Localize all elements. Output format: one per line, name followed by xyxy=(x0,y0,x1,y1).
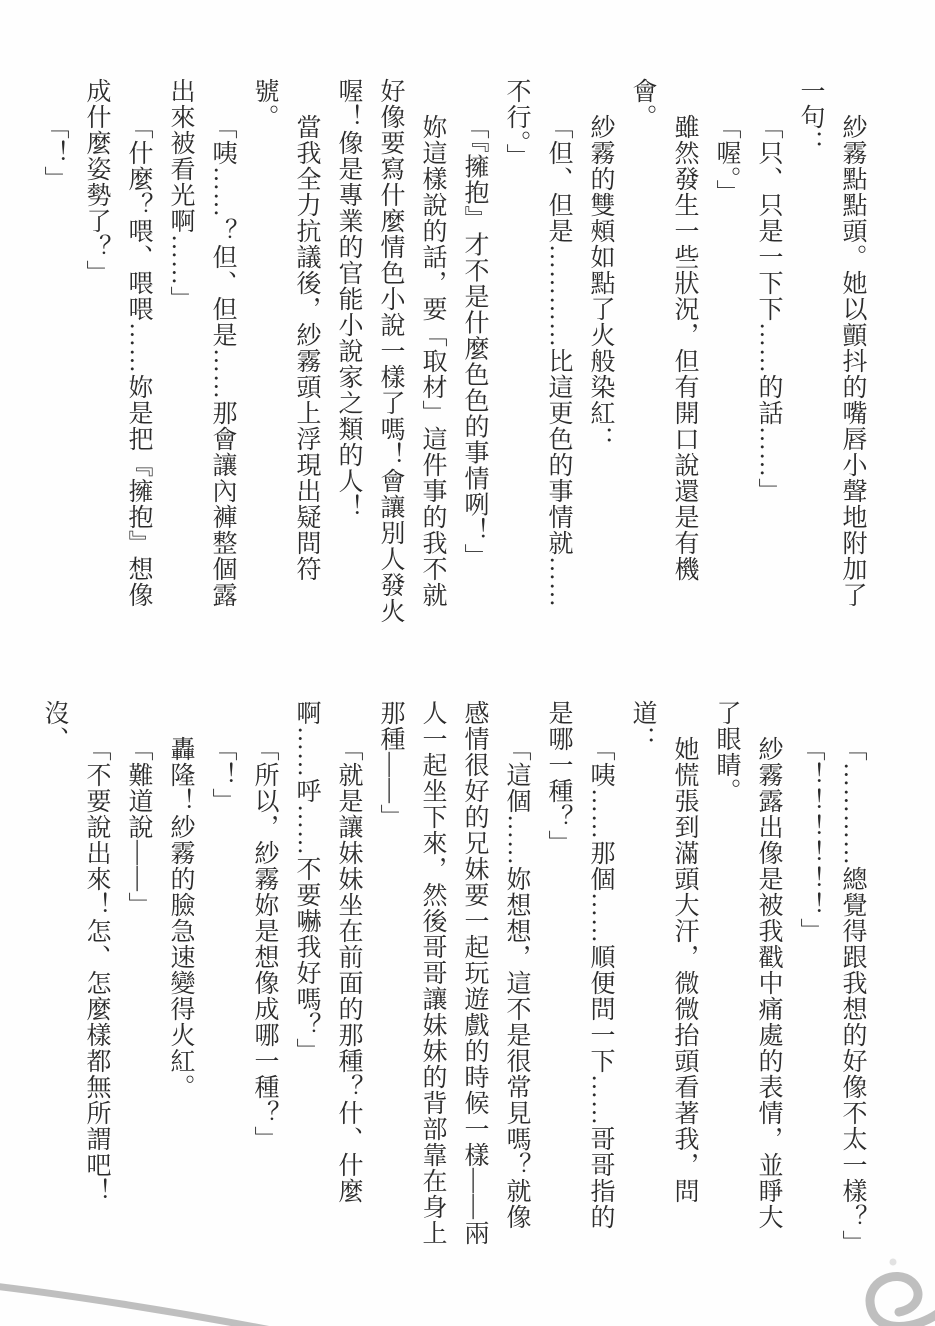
paragraph: 「難道說——」 xyxy=(125,736,152,919)
paragraph: 「咦……那個……順便問一下……哥哥指的是哪一種？」 xyxy=(545,700,614,1231)
paragraph: 「所以，紗霧妳是想像成哪一種？」 xyxy=(251,736,278,1153)
paragraph: 紗霧的雙頰如點了火般染紅： xyxy=(587,114,614,453)
paragraph: 雖然發生一些狀況，但有開口說還是有機會。 xyxy=(629,78,698,583)
paragraph: 「什麼？喂、喂喂……妳是把『擁抱』想像成什麼姿勢了？」 xyxy=(83,78,152,609)
ribbon-loop-doodle xyxy=(870,1259,935,1326)
paragraph: 轟隆！紗霧的臉急速變得火紅。 xyxy=(167,736,194,1101)
paragraph: 妳這樣說的話，要「取材」這件事的我不就好像要寫什麼情色小說一樣了嗎！會讓別人發火喔！像是專業的官能小說家之類的人！ xyxy=(335,78,446,624)
paragraph: 「…………總覺得跟我想的好像不太一樣？」 xyxy=(839,736,866,1257)
paragraph: 「但、但是…………比這更色的事情就……不行。」 xyxy=(503,78,572,609)
paragraph: 「『擁抱』才不是什麼色色的事情咧！」 xyxy=(461,114,488,570)
paragraph: 紗霧露出像是被我戳中痛處的表情，並睜大了眼睛。 xyxy=(713,700,782,1231)
pencil-swoosh-line xyxy=(0,1286,292,1326)
paragraph: 當我全力抗議後，紗霧頭上浮現出疑問符號。 xyxy=(251,78,320,583)
text-block-bottom xyxy=(33,700,873,1257)
paragraph: 「喔。」 xyxy=(713,114,740,206)
paragraph: 「就是讓妹妹坐在前面的那種？什、什麼啊……呼……不要嚇我好嗎？」 xyxy=(293,700,362,1205)
paragraph: 「不要說出來！怎、怎麼樣都無所謂吧！沒、 xyxy=(41,700,110,1205)
paragraph: 紗霧點點頭。她以顫抖的嘴唇小聲地附加了一句： xyxy=(797,78,866,609)
paragraph: 「！」 xyxy=(209,736,236,815)
paragraph: 「這個……妳想想，這不是很常見嗎？就像感情很好的兄妹要一起玩遊戲的時候一樣——兩人一起坐下來，然後哥哥讓妹妹的背部靠在身上那種——」 xyxy=(377,700,530,1246)
paragraph: 「咦……？但、但是……那會讓內褲整個露出來被看光啊……」 xyxy=(167,78,236,609)
paragraph: 她慌張到滿頭大汗，微微抬頭看著我，問道： xyxy=(629,700,698,1205)
paragraph: 「只、只是一下下……的話……」 xyxy=(755,114,782,505)
paragraph: 「！」 xyxy=(41,114,68,193)
paragraph: 「！！！！！！」 xyxy=(797,736,824,945)
text-block-top xyxy=(33,78,873,624)
